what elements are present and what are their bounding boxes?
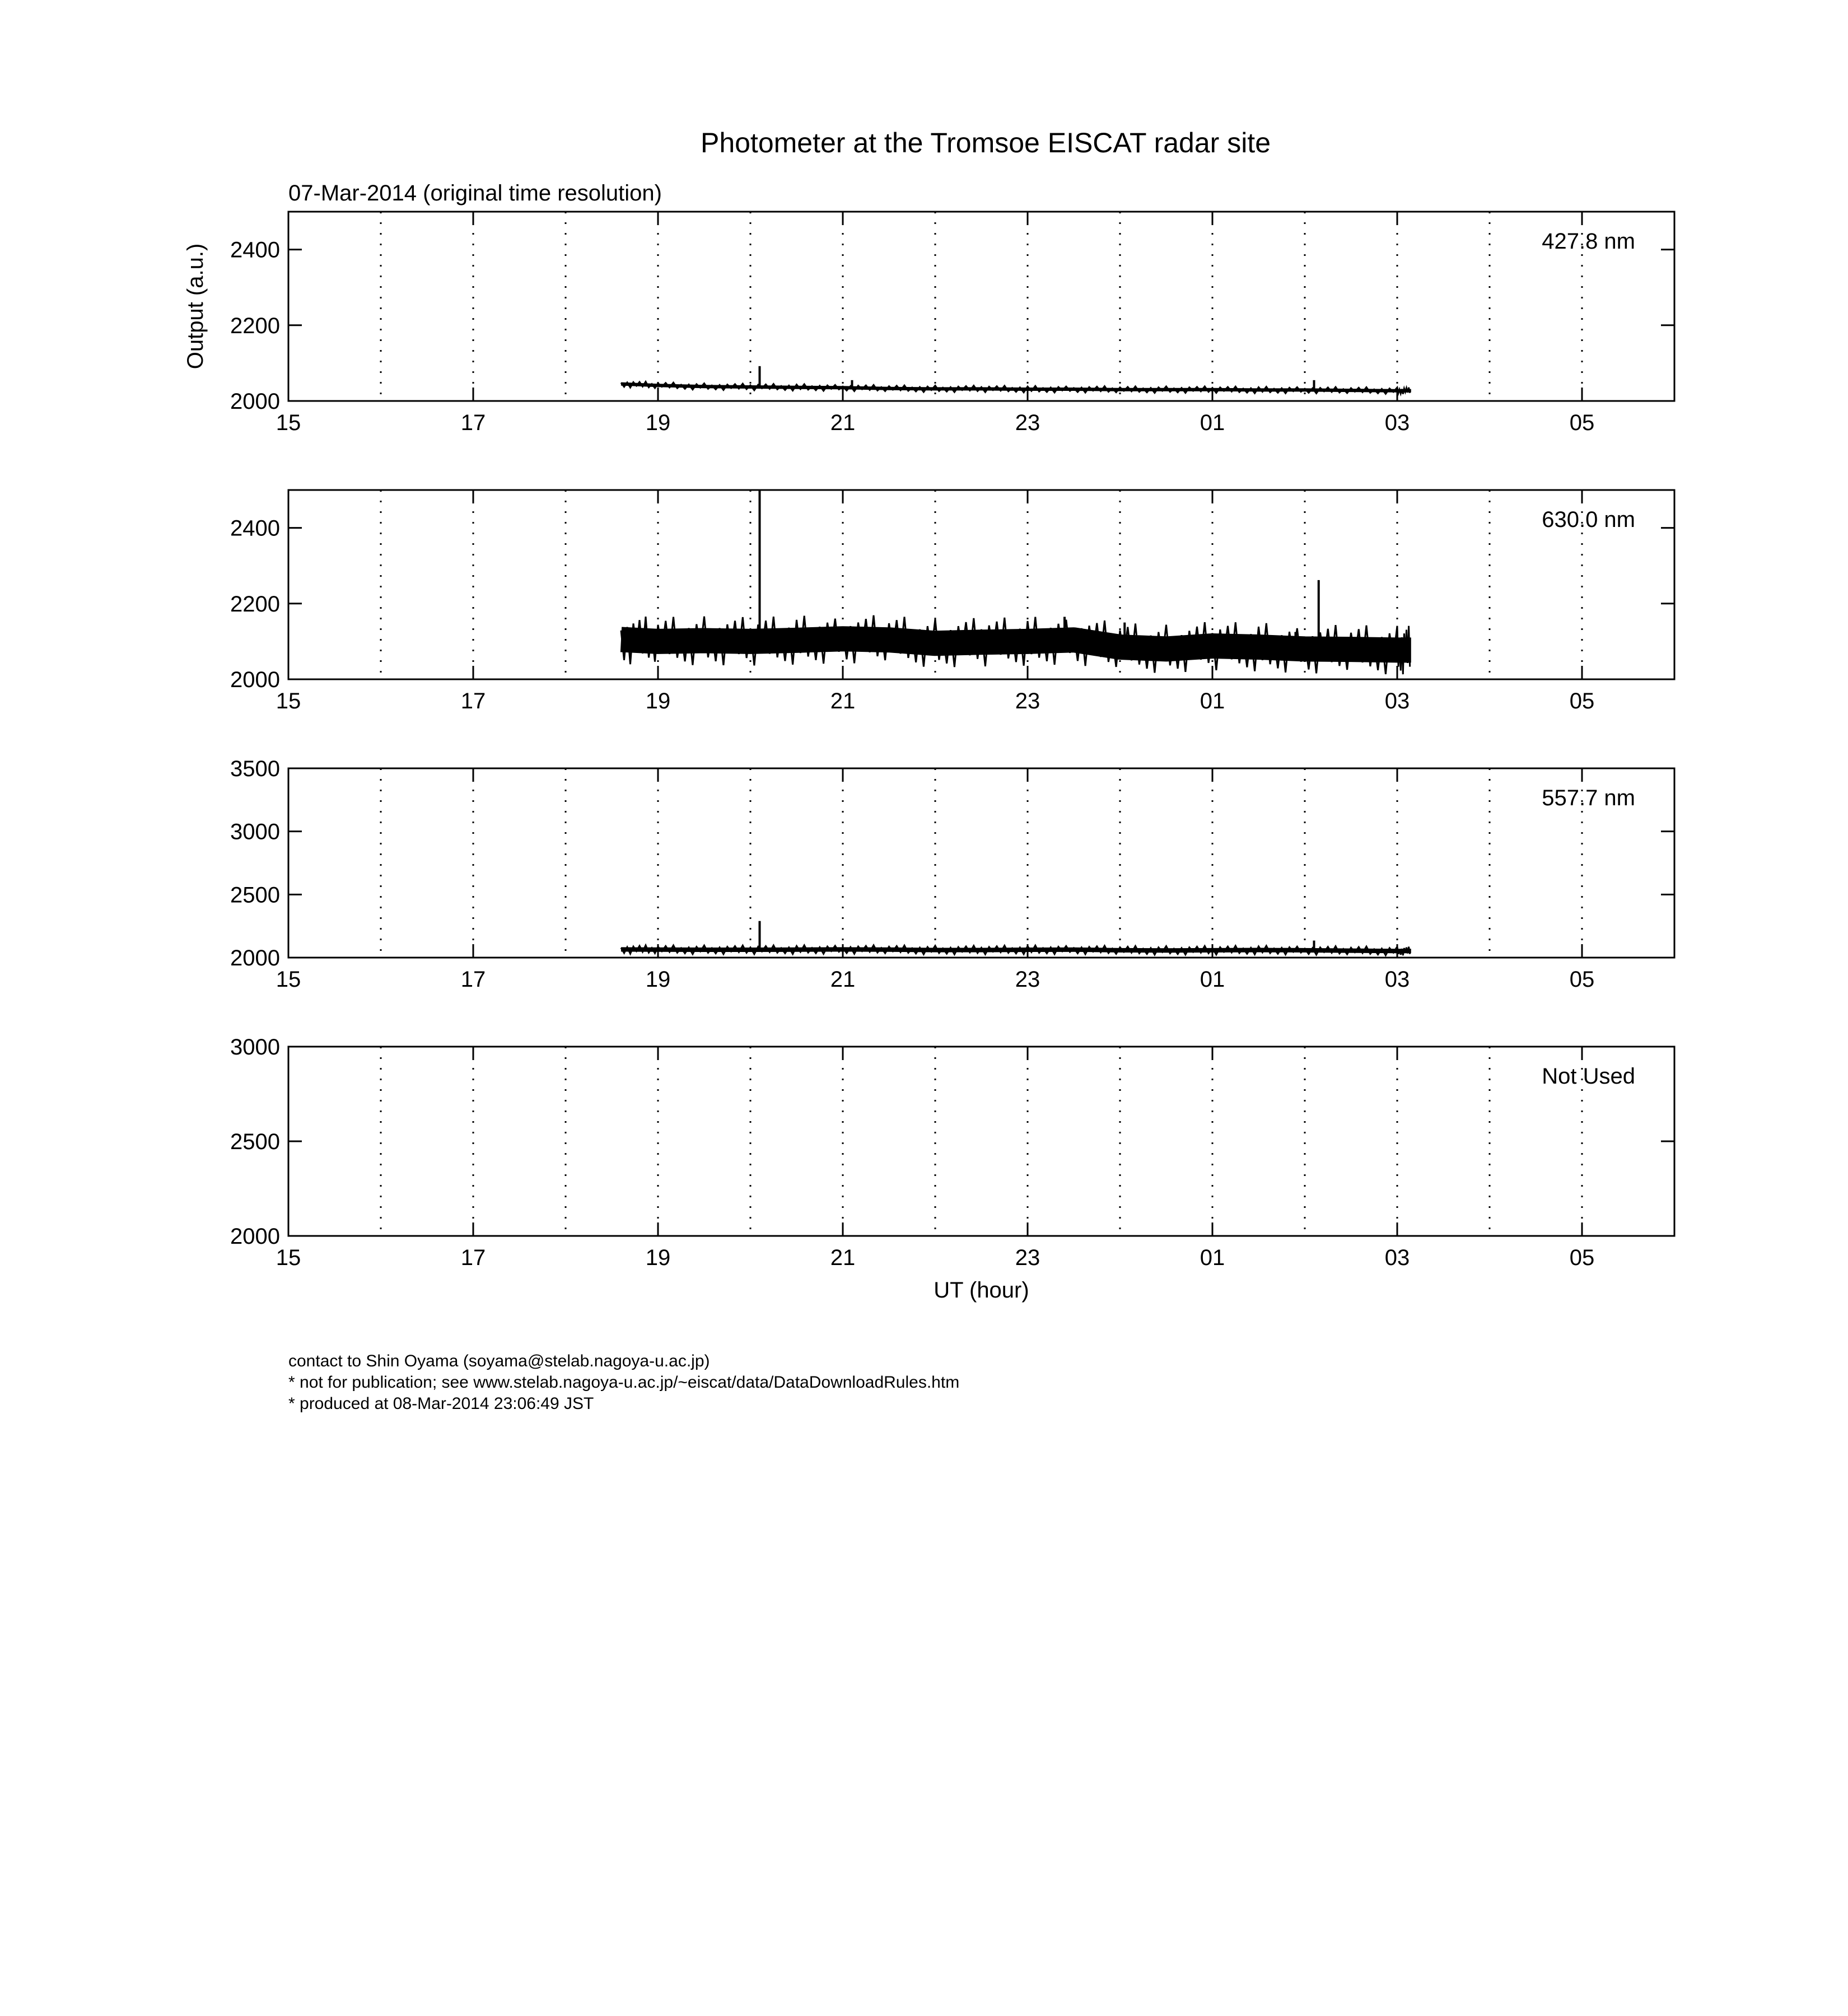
panel-2-y-tick-label: 2400 — [230, 516, 280, 541]
footer-notes — [288, 1351, 959, 1415]
footer-produced-timestamp: * produced at 08-Mar-2014 23:06:49 JST — [288, 1394, 594, 1413]
panel-1-y-tick-label: 2200 — [230, 313, 280, 338]
panel-3-channel-label: 557.7 nm — [1542, 786, 1635, 810]
panel-3-x-tick-label: 01 — [1200, 967, 1225, 992]
panel-4-x-tick-label: 21 — [830, 1245, 856, 1270]
panel-1-x-tick-label: 01 — [1200, 410, 1225, 435]
panel-1-x-tick-label: 21 — [830, 410, 856, 435]
panel-3-x-tick-label: 19 — [645, 967, 671, 992]
panel-3-y-tick-label: 3500 — [230, 757, 280, 781]
panel-3-x-tick-label: 15 — [276, 967, 301, 992]
x-axis-label: UT (hour) — [934, 1278, 1029, 1303]
figure-title: Photometer at the Tromsoe EISCAT radar site — [700, 127, 1271, 158]
panel-2-x-tick-label: 03 — [1384, 689, 1410, 713]
panel-3-x-tick-label: 05 — [1569, 967, 1595, 992]
panel-4-y-tick-label: 2000 — [230, 1224, 280, 1249]
panel-3-x-tick-label: 17 — [460, 967, 486, 992]
panel-1-x-tick-label: 17 — [460, 410, 486, 435]
panel-2-channel-label: 630.0 nm — [1542, 507, 1635, 532]
panel-1-x-tick-label: 05 — [1569, 410, 1595, 435]
panel-2-x-tick-label: 21 — [830, 689, 856, 713]
panel-2-y-tick-label: 2000 — [230, 668, 280, 692]
panel-1-x-tick-label: 23 — [1015, 410, 1040, 435]
panel-4-x-tick-label: 15 — [276, 1245, 301, 1270]
panel-4-y-tick-label: 2500 — [230, 1130, 280, 1154]
panel-1-channel-label: 427.8 nm — [1542, 229, 1635, 254]
panel-2-x-tick-label: 01 — [1200, 689, 1225, 713]
panel-2-x-tick-label: 19 — [645, 689, 671, 713]
panel-4-x-tick-label: 19 — [645, 1245, 671, 1270]
panel-2-x-tick-label: 23 — [1015, 689, 1040, 713]
panel-3-x-tick-label: 23 — [1015, 967, 1040, 992]
panel-4-x-tick-label: 05 — [1569, 1245, 1595, 1270]
panel-4-channel-label: Not Used — [1542, 1064, 1635, 1089]
panel-1-x-tick-label: 15 — [276, 410, 301, 435]
panel-3-x-tick-label: 21 — [830, 967, 856, 992]
figure-subtitle: 07-Mar-2014 (original time resolution) — [288, 181, 662, 206]
panel-2-x-tick-label: 17 — [460, 689, 486, 713]
panel-2-x-tick-label: 05 — [1569, 689, 1595, 713]
y-axis-label: Output (a.u.) — [183, 243, 208, 370]
panel-1-frame — [288, 212, 1674, 401]
panel-4-x-tick-label: 03 — [1384, 1245, 1410, 1270]
footer-publication-note: * not for publication; see www.stelab.nagoya-u.ac.jp/~eiscat/data/DataDownloadRules.htm — [288, 1373, 960, 1392]
panel-1-x-tick-label: 19 — [645, 410, 671, 435]
panel-4-x-tick-label: 01 — [1200, 1245, 1225, 1270]
panel-4-y-tick-label: 3000 — [230, 1035, 280, 1060]
panel-1-y-tick-label: 2400 — [230, 237, 280, 263]
panel-4-x-tick-label: 17 — [460, 1245, 486, 1270]
panel-3-y-tick-label: 2500 — [230, 883, 280, 908]
panel-2-x-tick-label: 15 — [276, 689, 301, 713]
panel-3-frame — [288, 768, 1674, 958]
panel-3-y-tick-label: 3000 — [230, 819, 280, 844]
panel-2-y-tick-label: 2200 — [230, 591, 280, 617]
panel-3-y-tick-label: 2000 — [230, 946, 280, 970]
panel-4-frame — [288, 1047, 1674, 1236]
panel-4-x-tick-label: 23 — [1015, 1245, 1040, 1270]
footer-contact: contact to Shin Oyama (soyama@stelab.nagoya-u.ac.jp) — [288, 1352, 710, 1370]
panel-1-y-tick-label: 2000 — [230, 389, 280, 414]
panel-1-x-tick-label: 03 — [1384, 410, 1410, 435]
panel-3-x-tick-label: 03 — [1384, 967, 1410, 992]
